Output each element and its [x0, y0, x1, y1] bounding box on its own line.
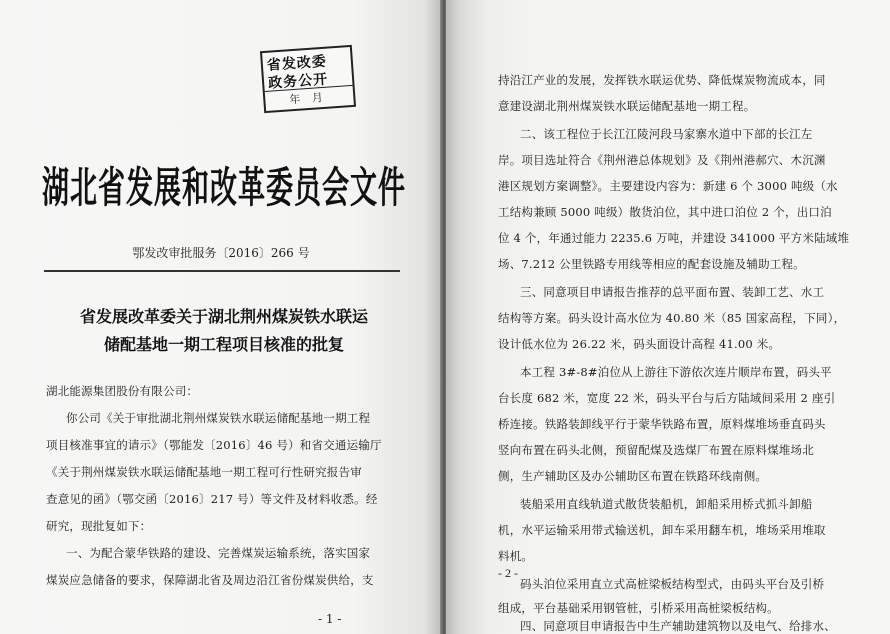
body-line: 你公司《关于审批湖北荆州煤炭铁水联运储配基地一期工程 [66, 411, 371, 425]
body-line: 岸。项目选址符合《荆州港总体规划》及《荆州港郝穴、木沉渊 [498, 153, 826, 167]
body-line: 侧，生产辅助区及办公辅助区布置在铁路环线南侧。 [498, 469, 768, 483]
body-line: 港区规划方案调整》。主要建设内容为：新建 6 个 3000 吨级（水 [498, 179, 838, 193]
body-line: 机，水平运输采用带式输送机，卸车采用翻车机，堆场采用堆取 [498, 523, 826, 537]
headline-line-2: 储配基地一期工程项目核准的批复 [103, 335, 344, 354]
document-number: 鄂发改审批服务〔2016〕266 号 [132, 246, 310, 260]
page-number: - 1 - [318, 612, 342, 626]
body-line: 场、7.212 公里铁路专用线等相应的配套设施及辅助工程。 [498, 257, 805, 271]
body-line: 查意见的函》（鄂交函〔2016〕217 号）等文件及材料收悉。经 [46, 492, 378, 506]
addressee: 湖北能源集团股份有限公司： [46, 384, 199, 398]
body-line: 工结构兼顾 5000 吨级）散货泊位，其中进口泊位 2 个，出口泊 [498, 205, 832, 219]
disclosure-stamp [260, 45, 356, 113]
body-line: 研究，现批复如下： [46, 519, 152, 533]
right-page [446, 0, 890, 634]
stamp-row-3: 年 月 [288, 90, 328, 107]
headline-line-1: 省发展改革委关于湖北荆州煤炭铁水联运 [79, 307, 368, 326]
body-line: 结构等方案。码头设计高水位为 40.80 米（85 国家高程，下同）， [498, 311, 846, 325]
stamp-row-2: 政务公开 [267, 71, 329, 92]
body-line: 台长度 682 米，宽度 22 米，码头平台与后方陆域间采用 2 座引 [498, 391, 836, 405]
body-line: 料机。 [498, 549, 534, 563]
document-title: 湖北省发展和改革委员会文件 [42, 164, 406, 213]
body-line: 意建设湖北荆州煤炭铁水联运储配基地一期工程。 [498, 99, 756, 113]
body-line: 位 4 个，年通过能力 2235.6 万吨，并建设 341000 平方米陆域堆 [498, 231, 850, 245]
body-line: 设计低水位为 26.22 米，码头面设计高程 41.00 米。 [498, 337, 781, 351]
body-line: 竖向布置在码头北侧，预留配煤及选煤厂布置在原料煤堆场北 [498, 443, 814, 457]
body-line: 一、为配合蒙华铁路的建设、完善煤炭运输系统，落实国家 [66, 546, 371, 560]
body-line: 持沿江产业的发展，发挥铁水联运优势、降低煤炭物流成本，同 [498, 73, 826, 87]
body-line: 四、同意项目申请报告中生产辅助建筑物以及电气、给排水、 [520, 619, 836, 633]
left-page [0, 0, 442, 634]
body-line: 《关于荆州煤炭铁水联运储配基地一期工程可行性研究报告审 [46, 465, 362, 479]
body-line: 本工程 3#-8#泊位从上游往下游依次连片顺岸布置，码头平 [520, 365, 832, 379]
body-line: 装船采用直线轨道式散货装船机，卸船采用桥式抓斗卸船 [520, 497, 813, 511]
title-rule [44, 270, 400, 272]
page-number-right: - 2 - [498, 566, 518, 580]
body-line: 桥连接。铁路装卸线平行于蒙华铁路布置，原料煤堆场垂直码头 [498, 417, 826, 431]
body-line: 二、该工程位于长江江陵河段马家寨水道中下部的长江左 [520, 127, 813, 141]
body-line: 煤炭应急储备的要求，保障湖北省及周边沿江省份煤炭供给，支 [46, 573, 374, 587]
body-line: 三、同意项目申请报告推荐的总平面布置、装卸工艺、水工 [520, 285, 825, 299]
body-line: 码头泊位采用直立式高桩梁板结构型式，由码头平台及引桥 [520, 577, 825, 591]
stamp-row-1: 省发改委 [266, 53, 328, 74]
body-line: 项目核准事宜的请示》（鄂能发〔2016〕46 号）和省交通运输厅 [46, 438, 382, 452]
body-line: 组成，平台基础采用钢管桩，引桥采用高桩梁板结构。 [498, 601, 779, 615]
